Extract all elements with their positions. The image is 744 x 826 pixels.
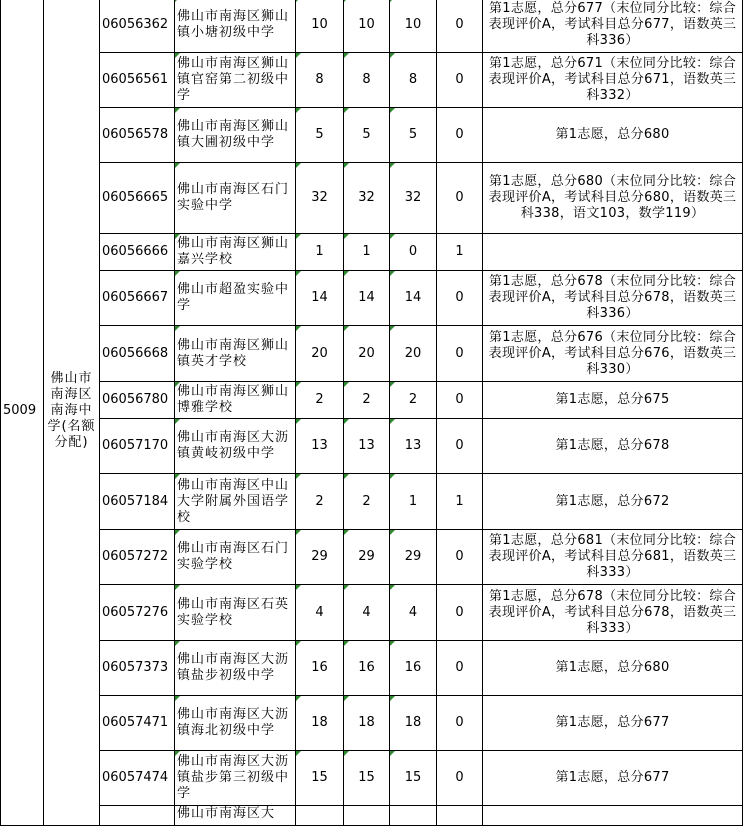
school-code-cell[interactable]: 06057373: [100, 641, 175, 696]
quota-cell[interactable]: 20: [296, 326, 344, 382]
note-cell[interactable]: 第1志愿，总分680（末位同分比较：综合表现评价A，考试科目总分680，语数英三科338，语文103，数学119）: [483, 163, 743, 234]
admitted-cell[interactable]: 16: [390, 641, 437, 696]
school-name-cell[interactable]: 佛山市南海区狮山镇大圃初级中学: [175, 108, 296, 163]
note-cell[interactable]: 第1志愿，总分681（末位同分比较：综合表现评价A，考试科目总分681，语数英三科333）: [483, 530, 743, 585]
table-row: [1, 0, 743, 53]
remaining-cell[interactable]: 0: [437, 585, 483, 641]
remaining-cell[interactable]: 0: [437, 0, 483, 53]
remaining-cell[interactable]: 0: [437, 696, 483, 751]
table-row: [1, 585, 743, 641]
note-cell[interactable]: 第1志愿，总分676（末位同分比较：综合表现评价A，考试科目总分676，语数英三科330）: [483, 326, 743, 382]
quota-cell[interactable]: 2: [296, 382, 344, 419]
applicants-cell[interactable]: 8: [344, 53, 390, 108]
table-row: [1, 419, 743, 474]
applicants-cell[interactable]: 2: [344, 382, 390, 419]
quota-cell[interactable]: 10: [296, 0, 344, 53]
admitted-cell[interactable]: 14: [390, 271, 437, 326]
remaining-cell[interactable]: 0: [437, 419, 483, 474]
admitted-cell[interactable]: 18: [390, 696, 437, 751]
quota-cell[interactable]: 16: [296, 641, 344, 696]
applicants-cell[interactable]: 15: [344, 751, 390, 806]
applicants-cell[interactable]: 20: [344, 326, 390, 382]
empty-cell[interactable]: [344, 806, 390, 826]
school-code-cell[interactable]: 06056780: [100, 382, 175, 419]
school-code-cell[interactable]: [100, 806, 175, 826]
school-name-cell[interactable]: 佛山市南海区石英实验学校: [175, 585, 296, 641]
admitted-cell[interactable]: 0: [390, 234, 437, 271]
school-name-cell[interactable]: 佛山市南海区狮山镇英才学校: [175, 326, 296, 382]
school-code-cell[interactable]: 06057170: [100, 419, 175, 474]
table-row: [1, 53, 743, 108]
school-name-cell[interactable]: 佛山市南海区大沥镇黄岐初级中学: [175, 419, 296, 474]
group-code-cell[interactable]: 5009: [1, 0, 44, 826]
school-code-cell[interactable]: 06057184: [100, 474, 175, 530]
remaining-cell[interactable]: 0: [437, 751, 483, 806]
admitted-cell[interactable]: 20: [390, 326, 437, 382]
remaining-cell[interactable]: 0: [437, 163, 483, 234]
quota-cell[interactable]: 18: [296, 696, 344, 751]
note-cell[interactable]: 第1志愿，总分677（末位同分比较：综合表现评价A，考试科目总分677，语数英三科336）: [483, 0, 743, 53]
school-code-cell[interactable]: 06056668: [100, 326, 175, 382]
admitted-cell[interactable]: 29: [390, 530, 437, 585]
remaining-cell[interactable]: 0: [437, 530, 483, 585]
quota-cell[interactable]: 5: [296, 108, 344, 163]
quota-cell[interactable]: 4: [296, 585, 344, 641]
quota-cell[interactable]: 2: [296, 474, 344, 530]
remaining-cell[interactable]: 0: [437, 108, 483, 163]
table-row: [1, 382, 743, 419]
admitted-cell[interactable]: 4: [390, 585, 437, 641]
school-name-cell[interactable]: 佛山市南海区大沥镇海北初级中学: [175, 696, 296, 751]
quota-cell[interactable]: 8: [296, 53, 344, 108]
school-name-cell[interactable]: 佛山市南海区狮山镇小塘初级中学: [175, 0, 296, 53]
school-name-cell[interactable]: 佛山市南海区中山大学附属外国语学校: [175, 474, 296, 530]
remaining-cell[interactable]: 0: [437, 641, 483, 696]
remaining-cell[interactable]: 0: [437, 382, 483, 419]
table-row: [1, 751, 743, 806]
quota-cell[interactable]: 1: [296, 234, 344, 271]
applicants-cell[interactable]: 4: [344, 585, 390, 641]
group-name-cell[interactable]: 佛山市南海区南海中学(名额分配): [44, 0, 100, 826]
admitted-cell[interactable]: 15: [390, 751, 437, 806]
empty-cell[interactable]: [437, 806, 483, 826]
table-row: [1, 108, 743, 163]
remaining-cell[interactable]: 0: [437, 271, 483, 326]
remaining-cell[interactable]: 1: [437, 474, 483, 530]
table-row: [1, 641, 743, 696]
school-code-cell[interactable]: 06057276: [100, 585, 175, 641]
note-cell[interactable]: [483, 234, 743, 271]
school-name-cell[interactable]: 佛山市南海区大沥镇盐步第三初级中学: [175, 751, 296, 806]
applicants-cell[interactable]: 10: [344, 0, 390, 53]
applicants-cell[interactable]: 13: [344, 419, 390, 474]
applicants-cell[interactable]: 2: [344, 474, 390, 530]
school-name-cell[interactable]: 佛山市南海区大沥镇盐步初级中学: [175, 641, 296, 696]
empty-cell[interactable]: [296, 806, 344, 826]
school-code-cell[interactable]: 06056665: [100, 163, 175, 234]
school-name-cell[interactable]: 佛山市南海区狮山博雅学校: [175, 382, 296, 419]
note-cell[interactable]: 第1志愿，总分680: [483, 108, 743, 163]
table-row: [1, 806, 743, 826]
table-row: [1, 474, 743, 530]
applicants-cell[interactable]: 32: [344, 163, 390, 234]
quota-cell[interactable]: 32: [296, 163, 344, 234]
note-cell[interactable]: 第1志愿，总分678（末位同分比较：综合表现评价A，考试科目总分678，语数英三科333）: [483, 585, 743, 641]
quota-cell[interactable]: 29: [296, 530, 344, 585]
note-cell[interactable]: 第1志愿，总分675: [483, 382, 743, 419]
note-cell[interactable]: 第1志愿，总分677: [483, 751, 743, 806]
remaining-cell[interactable]: 1: [437, 234, 483, 271]
empty-cell[interactable]: [483, 806, 743, 826]
note-cell[interactable]: 第1志愿，总分672: [483, 474, 743, 530]
quota-cell[interactable]: 13: [296, 419, 344, 474]
applicants-cell[interactable]: 18: [344, 696, 390, 751]
remaining-cell[interactable]: 0: [437, 326, 483, 382]
note-cell[interactable]: 第1志愿，总分671（末位同分比较：综合表现评价A，考试科目总分671，语数英三科332）: [483, 53, 743, 108]
applicants-cell[interactable]: 5: [344, 108, 390, 163]
empty-cell[interactable]: [390, 806, 437, 826]
note-cell[interactable]: 第1志愿，总分677: [483, 696, 743, 751]
admitted-cell[interactable]: 13: [390, 419, 437, 474]
admitted-cell[interactable]: 10: [390, 0, 437, 53]
school-name-cell[interactable]: 佛山市南海区石门实验中学: [175, 163, 296, 234]
note-cell[interactable]: 第1志愿，总分678（末位同分比较：综合表现评价A，考试科目总分678，语数英三科336）: [483, 271, 743, 326]
school-name-cell[interactable]: 佛山市超盈实验中学: [175, 271, 296, 326]
remaining-cell[interactable]: 0: [437, 53, 483, 108]
school-code-cell[interactable]: 06056362: [100, 0, 175, 53]
applicants-cell[interactable]: 1: [344, 234, 390, 271]
quota-cell[interactable]: 15: [296, 751, 344, 806]
school-name-cell[interactable]: 佛山市南海区石门实验学校: [175, 530, 296, 585]
admitted-cell[interactable]: 8: [390, 53, 437, 108]
school-code-cell[interactable]: 06056667: [100, 271, 175, 326]
school-code-cell[interactable]: 06056561: [100, 53, 175, 108]
table-row: [1, 696, 743, 751]
quota-cell[interactable]: 14: [296, 271, 344, 326]
table-row: [1, 271, 743, 326]
table-row: [1, 234, 743, 271]
school-code-cell[interactable]: 06057474: [100, 751, 175, 806]
school-name-cell[interactable]: 佛山市南海区大: [175, 806, 296, 826]
admitted-cell[interactable]: 2: [390, 382, 437, 419]
table-row: [1, 530, 743, 585]
school-name-cell[interactable]: 佛山市南海区狮山镇官窑第二初级中学: [175, 53, 296, 108]
note-cell[interactable]: 第1志愿，总分678: [483, 419, 743, 474]
admitted-cell[interactable]: 32: [390, 163, 437, 234]
school-code-cell[interactable]: 06057272: [100, 530, 175, 585]
admitted-cell[interactable]: 1: [390, 474, 437, 530]
note-cell[interactable]: 第1志愿，总分680: [483, 641, 743, 696]
applicants-cell[interactable]: 29: [344, 530, 390, 585]
school-code-cell[interactable]: 06056578: [100, 108, 175, 163]
school-code-cell[interactable]: 06056666: [100, 234, 175, 271]
applicants-cell[interactable]: 14: [344, 271, 390, 326]
school-code-cell[interactable]: 06057471: [100, 696, 175, 751]
applicants-cell[interactable]: 16: [344, 641, 390, 696]
admitted-cell[interactable]: 5: [390, 108, 437, 163]
school-name-cell[interactable]: 佛山市南海区狮山嘉兴学校: [175, 234, 296, 271]
table-row: [1, 163, 743, 234]
table-row: [1, 326, 743, 382]
